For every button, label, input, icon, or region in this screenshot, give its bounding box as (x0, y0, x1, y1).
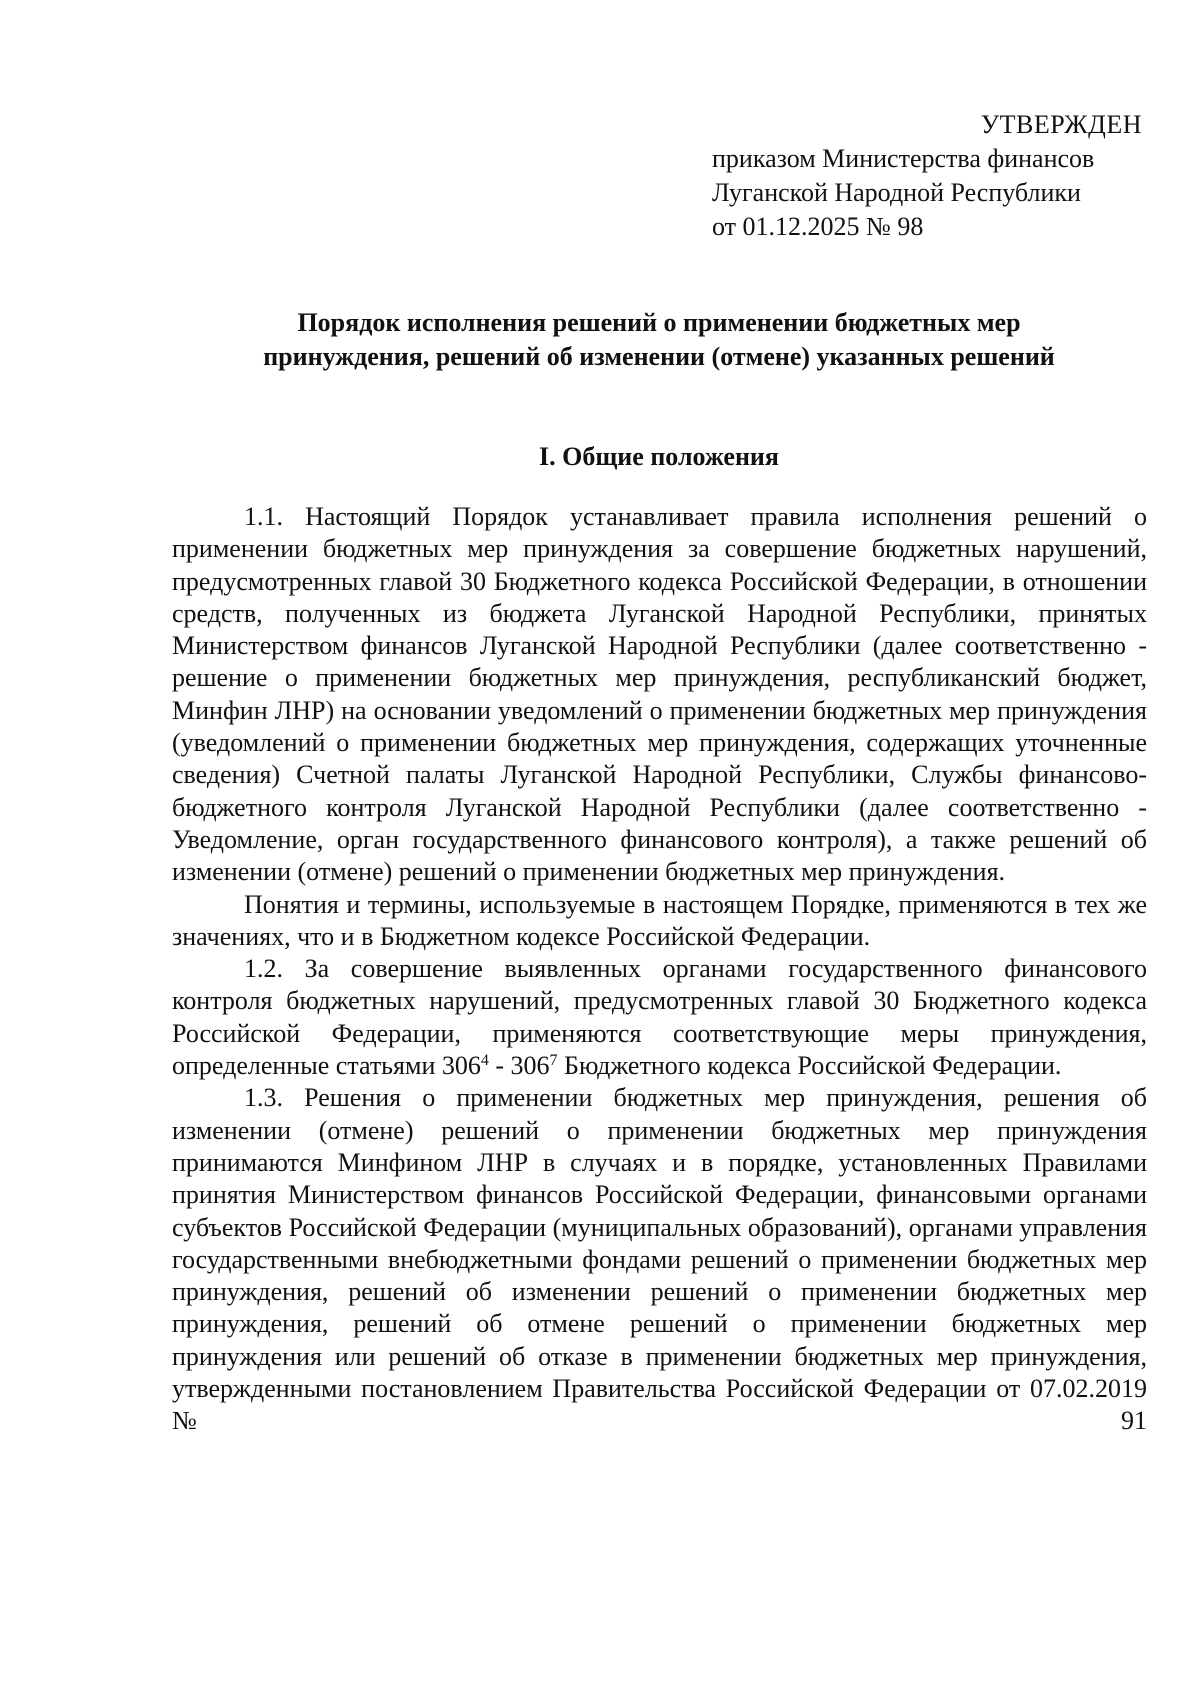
paragraph-1-2-text-end: Бюджетного кодекса Российской Федерации. (557, 1051, 1062, 1081)
approval-order-line: приказом Министерства финансов (712, 144, 1095, 173)
paragraph-1-1: 1.1. Настоящий Порядок устанавливает правила исполнения решений о применении бюджетных мер принуждения за совершение бюджетных нарушений, предусмотренных главой 30 Бюджетного кодекса Российской Федерации, в отношении средств, полученных из бюджета Луганской Народной Республики, принятых Министерством финансов Луганской Народной Республики (далее соответственно - решение о применении бюджетных мер принуждения, республиканский бюджет, Минфин ЛНР) на основании уведомлений о применении бюджетных мер принуждения (уведомлений о применении бюджетных мер принуждения, содержащих уточненные сведения) Счетной палаты Луганской Народной Республики, Службы финансово-бюджетного контроля Луганской Народной Республики (далее соответственно - Уведомление, орган государственного финансового контроля), а также решений об изменении (отмене) решений о применении бюджетных мер принуждения. (172, 502, 1147, 887)
approval-date-number-line: от 01.12.2025 № 98 (712, 212, 924, 241)
article-superscript-4: 4 (480, 1052, 489, 1070)
paragraph-1-2-text-mid: - 306 (488, 1051, 550, 1081)
document-title-line-1: Порядок исполнения решений о применении бюджетных мер (297, 308, 1021, 337)
paragraph-1-2 (172, 953, 1147, 1082)
section-heading: I. Общие положения (539, 442, 779, 471)
paragraph-terms: Понятия и термины, используемые в настоящем Порядке, применяются в тех же значениях, что и в Бюджетном кодексе Российской Федерации. (172, 889, 1147, 951)
approval-stamp (712, 108, 1152, 244)
document-title-line-2: принуждения, решений об изменении (отмене) указанных решений (263, 342, 1055, 371)
paragraph-1-3: 1.3. Решения о применении бюджетных мер принуждения, решения об изменении (отмене) решений о применении бюджетных мер принуждения принимаются Минфином ЛНР в случаях и в порядке, установленных Правилами принятия Министерством финансов Российской Федерации, финансовыми органами субъектов Российской Федерации (муниципальных образований), органами управления государственными внебюджетными фондами решений о применении бюджетных мер принуждения, решений об изменении решений о применении бюджетных мер принуждения, решений об отмене решений о применении бюджетных мер принуждения или решений об отказе в применении бюджетных мер принуждения, утвержденными постановлением Правительства Российской Федерации от 07.02.2019 № 91 (172, 1083, 1147, 1436)
document-body (172, 501, 1147, 1438)
article-superscript-7: 7 (549, 1052, 558, 1070)
approval-republic-line: Луганской Народной Республики (712, 178, 1081, 207)
paragraph-1-2-text-start: 1.2. За совершение выявленных органами государственного финансового контроля бюджетных нарушений, предусмотренных главой 30 Бюджетного кодекса Российской Федерации, применяются соответствующие меры принуждения, определенные статьями 306 (172, 954, 1147, 1081)
approved-label: УТВЕРЖДЕН (980, 110, 1142, 139)
document-title (172, 306, 1146, 374)
